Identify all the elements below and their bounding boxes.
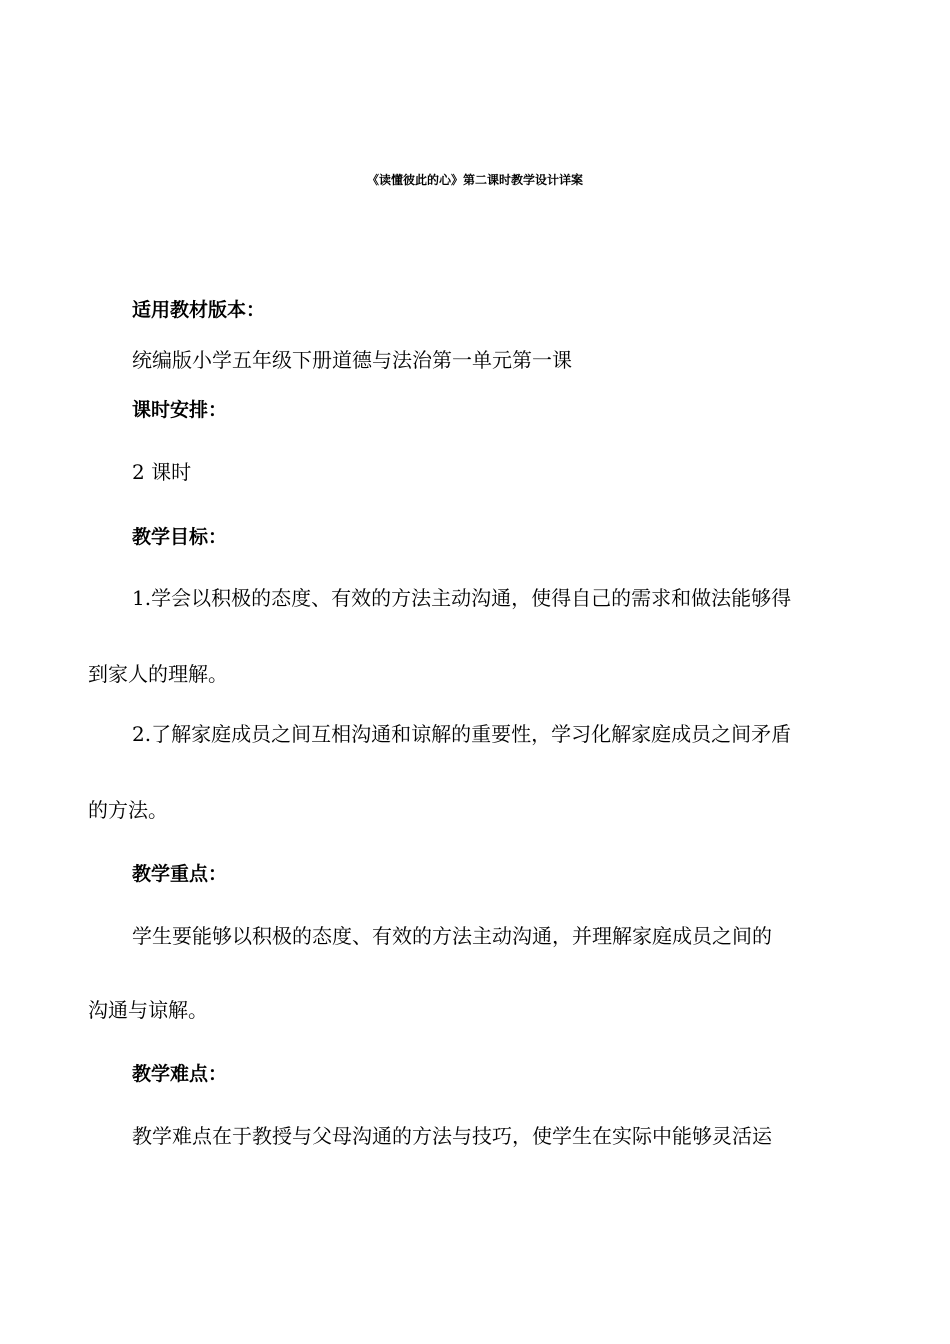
objectives-heading: 教学目标：	[132, 526, 228, 548]
difficulties-heading: 教学难点：	[132, 1063, 228, 1085]
objective-1-line-1: 1.学会以积极的态度、有效的方法主动沟通，使得自己的需求和做法能够得	[132, 586, 792, 610]
key-points-heading: 教学重点：	[132, 863, 228, 885]
key-points-line-1: 学生要能够以积极的态度、有效的方法主动沟通，并理解家庭成员之间的	[132, 924, 772, 948]
textbook-heading: 适用教材版本：	[132, 299, 266, 321]
objective-1-line-2: 到家人的理解。	[88, 662, 228, 686]
schedule-heading: 课时安排：	[132, 399, 228, 421]
objective-2-line-1: 2.了解家庭成员之间互相沟通和谅解的重要性，学习化解家庭成员之间矛盾	[132, 722, 792, 746]
objective-2-line-2: 的方法。	[88, 798, 168, 822]
document-title: 《读懂彼此的心》第二课时教学设计详案	[366, 173, 583, 187]
schedule-content: 2 课时	[132, 460, 192, 484]
textbook-content: 统编版小学五年级下册道德与法治第一单元第一课	[132, 348, 572, 372]
difficulties-line-1: 教学难点在于教授与父母沟通的方法与技巧，使学生在实际中能够灵活运	[132, 1124, 772, 1148]
key-points-line-2: 沟通与谅解。	[88, 998, 208, 1022]
